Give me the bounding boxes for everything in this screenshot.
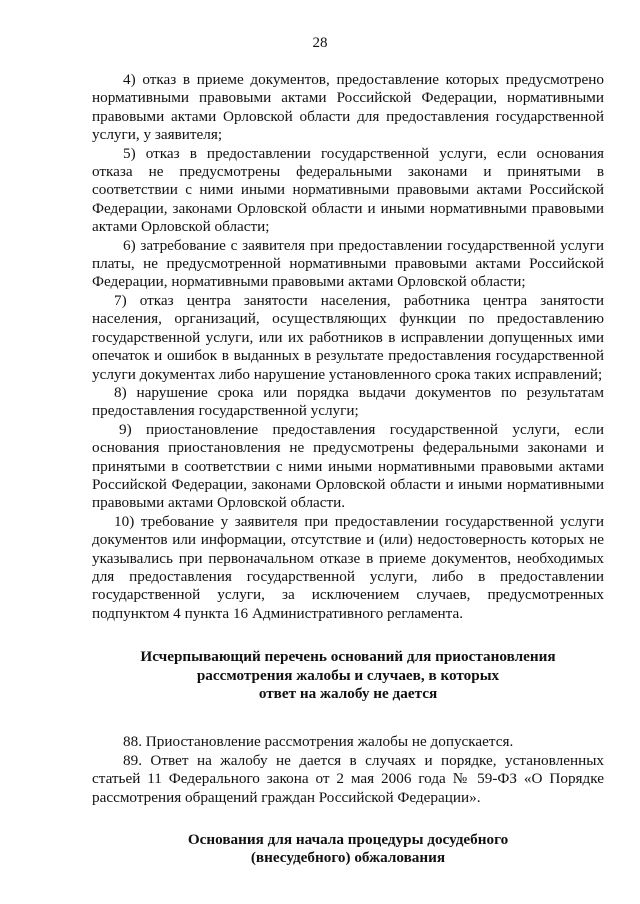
spacer xyxy=(92,807,604,831)
list-item-8: 8) нарушение срока или порядка выдачи документов по результатам предоставления государственной услуги; xyxy=(92,383,604,420)
list-item-6: 6) затребование с заявителя при предоставлении государственной услуги платы, не предусмотренной нормативными правовыми актами Российской Федерации, нормативными правовыми актами Орловской области; xyxy=(92,236,604,291)
section-heading-suspension xyxy=(92,648,604,703)
list-item-9: 9) приостановление предоставления государственной услуги, если основания приостановления не предусмотрены федеральными законами и принятыми в соответствии с ними иными нормативными правовыми актами Российской Федерации, законами Орловской области и иными нормативными правовыми актами Орловской области. xyxy=(92,420,604,512)
paragraph-89: 89. Ответ на жалобу не дается в случаях и порядке, установленных статьей 11 Федерального закона от 2 мая 2006 года № 59-ФЗ «О Порядке рассмотрения обращений граждан Российской Федерации». xyxy=(92,751,604,806)
spacer xyxy=(92,623,604,648)
heading-line: рассмотрения жалобы и случаев, в которых xyxy=(196,666,500,684)
page-number: 28 xyxy=(312,35,328,51)
spacer xyxy=(92,703,604,733)
section-heading-appeal-grounds xyxy=(92,831,604,868)
heading-line: (внесудебного) обжалования xyxy=(250,849,446,867)
document-body xyxy=(92,71,604,868)
heading-line: Основания для начала процедуры досудебного xyxy=(187,831,509,849)
list-item-4: 4) отказ в приеме документов, предоставление которых предусмотрено нормативными правовыми актами Российской Федерации, нормативными правовыми актами Орловской области для предоставления государственной услуги, у заявителя; xyxy=(92,71,604,144)
list-item-5: 5) отказ в предоставлении государственной услуги, если основания отказа не предусмотрены федеральными законами и принятыми в соответствии с ними иными нормативными правовыми актами Российской Федерации, законами Орловской области и иными нормативными правовыми актами Орловской области; xyxy=(92,144,604,236)
list-item-10: 10) требование у заявителя при предоставлении государственной услуги документов или информации, отсутствие и (или) недостоверность которых не указывались при первоначальном отказе в приеме документов, необходимых для предоставления государственной услуги, либо в предоставлении государственной услуги, за исключением случаев, предусмотренных подпунктом 4 пункта 16 Административного регламента. xyxy=(92,512,604,622)
heading-line: Исчерпывающий перечень оснований для приостановления xyxy=(140,648,556,666)
heading-line: ответ на жалобу не дается xyxy=(258,685,438,702)
paragraph-88: 88. Приостановление рассмотрения жалобы не допускается. xyxy=(123,733,514,751)
list-item-7: 7) отказ центра занятости населения, работника центра занятости населения, организаций, осуществляющих функции по предоставлению государственной услуги, или их работников в исправлении допущенных ими опечаток и ошибок в выданных в результате предоставления государственной услуги документах либо нарушение установленного срока таких исправлений; xyxy=(92,291,604,383)
